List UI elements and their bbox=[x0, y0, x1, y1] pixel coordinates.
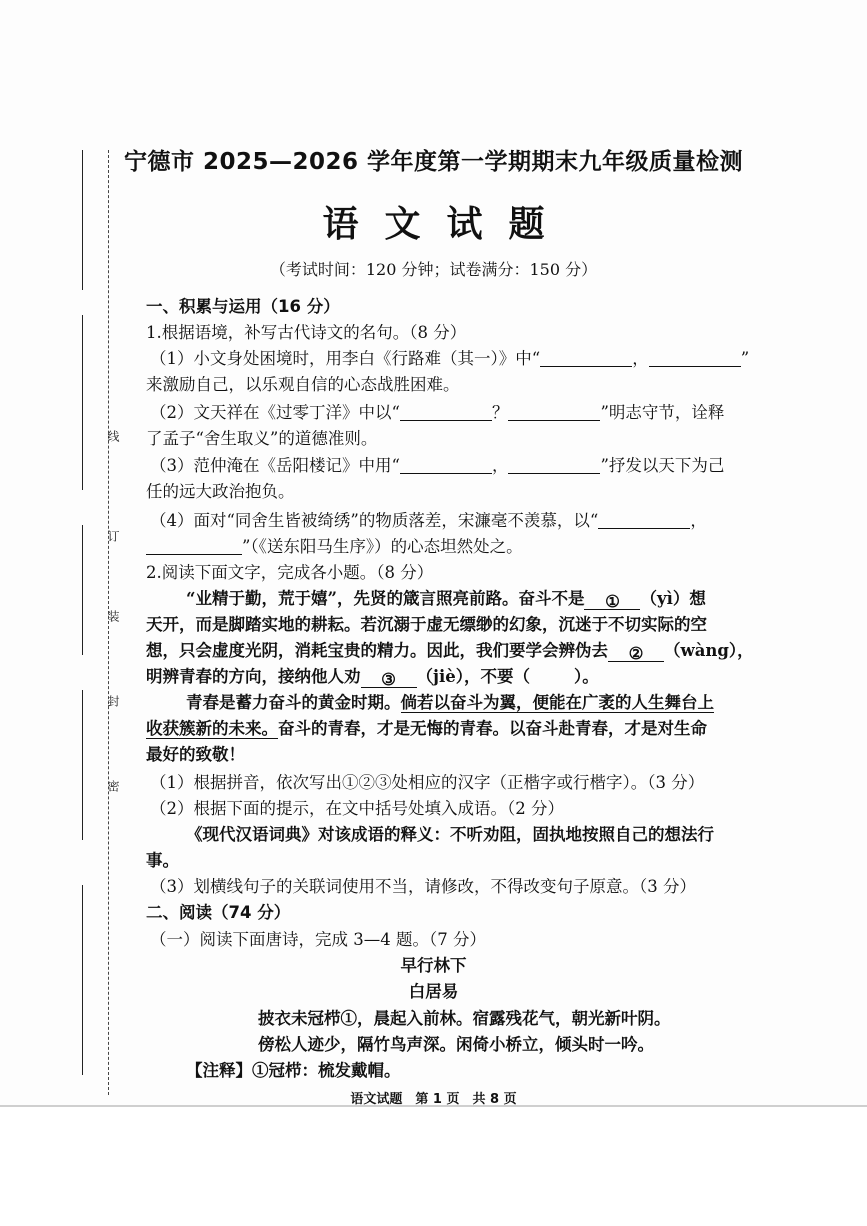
answer-blank[interactable] bbox=[608, 643, 664, 662]
question-line bbox=[150, 510, 707, 532]
section-heading: 二、阅读（74 分） bbox=[146, 903, 291, 922]
question-text: （4）面对“同舍生皆被绮绣”的物质落差，宋濂毫不羡慕，以“ bbox=[150, 511, 599, 530]
passage-text: 明辨青春的方向，接纳他人劝 bbox=[146, 667, 361, 686]
question-text: ， bbox=[632, 349, 649, 368]
margin-label: 订 bbox=[106, 530, 120, 542]
margin-label: 线 bbox=[106, 430, 120, 442]
poem-author: 白居易 bbox=[408, 982, 459, 1001]
margin-field-line bbox=[82, 690, 83, 840]
sub-question: （2）根据下面的提示，在文中括号处填入成语。（2 分） bbox=[150, 799, 564, 818]
question-line bbox=[150, 455, 724, 477]
passage-line bbox=[146, 640, 754, 662]
question-text: （2）文天祥在《过零丁洋》中以“ bbox=[150, 403, 400, 422]
question-text: ”抒发以天下为己 bbox=[600, 456, 725, 475]
answer-blank[interactable] bbox=[649, 348, 741, 367]
question-text: （3）范仲淹在《岳阳楼记》中用“ bbox=[150, 456, 400, 475]
question-stem: 1.根据语境，补写古代诗文的名句。（8 分） bbox=[146, 323, 467, 342]
passage-text: ）。 bbox=[574, 667, 599, 686]
hint-line: 《现代汉语词典》对该成语的释义：不听劝阻，固执地按照自己的想法行 bbox=[186, 825, 714, 844]
blank-marker: ② bbox=[628, 644, 644, 663]
blank-area bbox=[0, 1107, 867, 1226]
passage-line bbox=[186, 692, 714, 714]
answer-blank[interactable] bbox=[598, 510, 690, 529]
passage-text: （jiè），不要（ bbox=[416, 667, 530, 686]
passage-line: 最好的致敬！ bbox=[146, 745, 245, 764]
binding-dashed-line bbox=[108, 150, 109, 1095]
poem-title: 早行林下 bbox=[400, 956, 467, 975]
sub-question: （3）划横线句子的关联词使用不当，请修改，不得改变句子原意。（3 分） bbox=[150, 877, 696, 896]
question-text: （1）小文身处困境时，用李白《行路难（其一）》中“ bbox=[150, 349, 541, 368]
passage-text: （wàng）， bbox=[664, 641, 754, 660]
poem-line: 傍松人迹少，隔竹鸟声深。闲倚小桥立，倾头时一吟。 bbox=[258, 1035, 654, 1054]
answer-blank[interactable] bbox=[361, 669, 417, 688]
exam-info: （考试时间：120 分钟；试卷满分：150 分） bbox=[269, 260, 598, 279]
answer-blank[interactable] bbox=[584, 591, 640, 610]
question-text: ， bbox=[491, 456, 509, 475]
question-line bbox=[150, 402, 724, 424]
hint-line: 事。 bbox=[146, 851, 179, 870]
question-line: 来激励自己，以乐观自信的心态战胜困难。 bbox=[146, 375, 460, 394]
question-stem: 2.阅读下面文字，完成各小题。（8 分） bbox=[146, 563, 434, 582]
margin-field-line bbox=[82, 315, 83, 490]
passage-text: “业精于勤，荒于嬉”，先贤的箴言照亮前路。奋斗不是 bbox=[186, 589, 585, 608]
poem-line: 披衣未冠栉①，晨起入前林。宿露残花气，朝光新叶阴。 bbox=[258, 1009, 671, 1028]
question-text: ”（《送东阳马生序》）的心态坦然处之。 bbox=[242, 537, 523, 556]
question-text: ” bbox=[740, 349, 750, 368]
answer-blank[interactable] bbox=[540, 348, 632, 367]
question-line: 了孟子“舍生取义”的道德准则。 bbox=[146, 429, 378, 448]
subject-title: 语文试题 bbox=[322, 203, 571, 245]
underlined-sentence: 倘若以奋斗为翼，便能在广袤的人生舞台上 bbox=[400, 693, 714, 712]
passage-line bbox=[146, 666, 599, 688]
underlined-sentence: 收获簇新的未来。 bbox=[146, 719, 278, 738]
passage-line bbox=[146, 718, 707, 740]
passage-text: 青春是蓄力奋斗的黄金时期。 bbox=[186, 693, 401, 712]
passage-text: 想，只会虚度光阴，消耗宝贵的精力。因此，我们要学会辨伪去 bbox=[146, 641, 608, 660]
question-line bbox=[146, 536, 523, 558]
question-text: ”明志守节，诠释 bbox=[600, 403, 725, 422]
margin-label: 封 bbox=[106, 695, 120, 707]
answer-blank[interactable] bbox=[400, 455, 492, 474]
question-line: 任的远大政治抱负。 bbox=[146, 482, 295, 501]
section-heading: 一、积累与运用（16 分） bbox=[146, 297, 340, 316]
margin-label: 密 bbox=[106, 780, 120, 792]
blank-marker: ③ bbox=[381, 670, 396, 689]
binding-margin bbox=[68, 150, 128, 1095]
poem-note: 【注释】①冠栉：梳发戴帽。 bbox=[186, 1061, 401, 1080]
answer-blank[interactable] bbox=[508, 402, 600, 421]
answer-blank[interactable] bbox=[508, 455, 600, 474]
margin-field-line bbox=[82, 525, 83, 655]
sub-question: （1）根据拼音，依次写出①②③处相应的汉字（正楷字或行楷字）。（3 分） bbox=[150, 773, 705, 792]
blank-marker: ① bbox=[605, 592, 620, 611]
passage-line bbox=[186, 588, 706, 610]
margin-field-line bbox=[82, 885, 83, 1075]
part-heading: （一）阅读下面唐诗，完成 3—4 题。（7 分） bbox=[150, 930, 486, 949]
answer-blank[interactable] bbox=[400, 402, 492, 421]
passage-text: （yì）想 bbox=[640, 589, 706, 608]
exam-title: 宁德市 2025—2026 学年度第一学期期末九年级质量检测 bbox=[123, 149, 744, 175]
page-footer: 语文试题 第 1 页 共 8 页 bbox=[350, 1092, 517, 1107]
question-text: ？ bbox=[491, 403, 509, 422]
passage-line: 天开，而是脚踏实地的耕耘。若沉溺于虚无缥缈的幻象，沉迷于不切实际的空 bbox=[146, 615, 707, 634]
margin-label: 装 bbox=[106, 610, 120, 622]
question-line bbox=[150, 348, 749, 370]
answer-blank[interactable] bbox=[146, 536, 242, 555]
passage-text: 奋斗的青春，才是无悔的青春。以奋斗赴青春，才是对生命 bbox=[278, 719, 707, 738]
question-text: ， bbox=[690, 511, 707, 530]
